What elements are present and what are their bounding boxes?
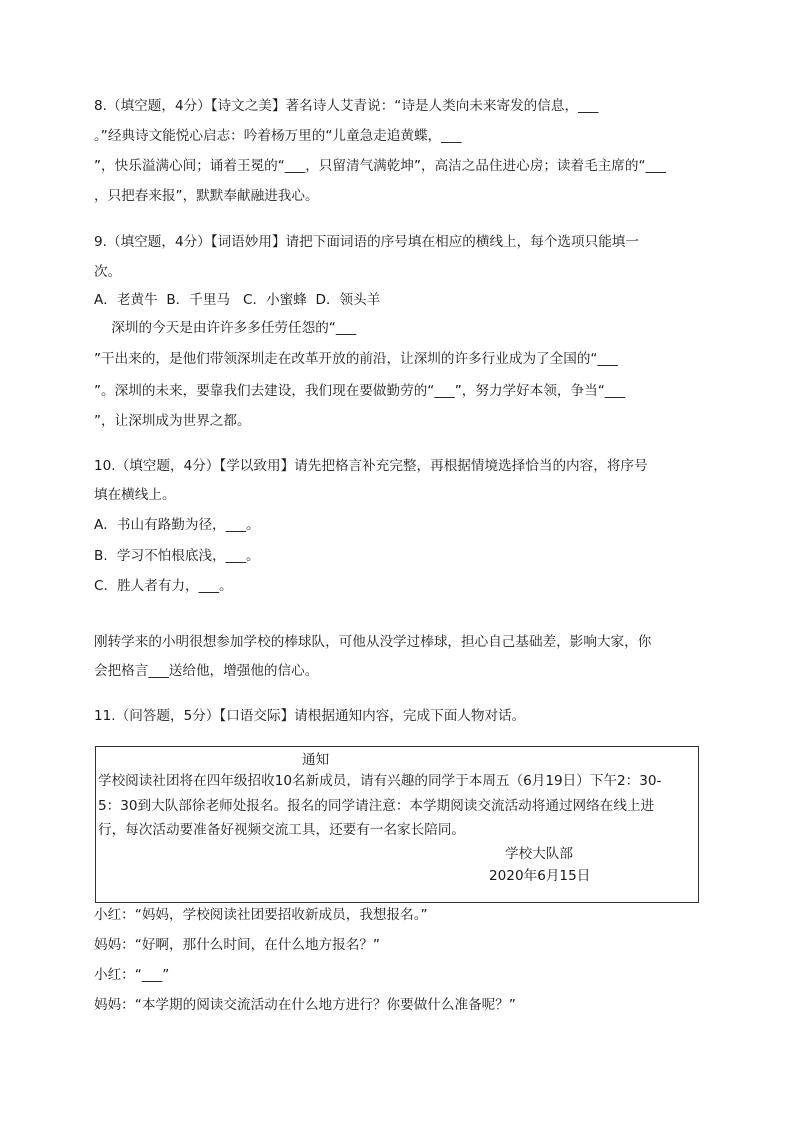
- dialog-line-2: 妈妈：“好啊，那什么时间，在什么地方报名？”: [94, 937, 380, 953]
- q9-line-3: 深圳的今天是由许许多多任劳任怨的“___: [94, 320, 357, 336]
- q11-line-1: 11.（问答题，5分）【口语交际】请根据通知内容，完成下面人物对话。: [94, 708, 526, 724]
- dialog-line-1: 小红：“妈妈，学校阅读社团要招收新成员，我想报名。”: [94, 907, 428, 923]
- notice-body-2: 5：30到大队部徐老师处报名。报名的同学请注意：本学期阅读交流活动将通过网络在线上进: [98, 798, 655, 814]
- q8-line-1: 8.（填空题，4分）【诗文之美】著名诗人艾青说：“诗是人类向未来寄发的信息，___: [94, 98, 599, 114]
- q10-option-c: C．胜人者有力，___。: [94, 578, 233, 594]
- notice-body-1: 学校阅读社团将在四年级招收10名新成员，请有兴趣的同学于本周五（6月19日）下午2：30-: [98, 773, 662, 789]
- q9-line-1: 9.（填空题，4分）【词语妙用】请把下面词语的序号填在相应的横线上，每个选项只能填一: [94, 234, 639, 250]
- q8-line-3: ”，快乐溢满心间；诵着王冕的“___，只留清气满乾坤”，高洁之品住进心房；读着毛主席的“___: [94, 158, 666, 174]
- dialog-line-4: 妈妈：“本学期的阅读交流活动在什么地方进行？你要做什么准备呢？”: [94, 997, 516, 1013]
- q9-line-2: 次。: [94, 264, 122, 280]
- notice-date: 2020年6月15日: [489, 868, 591, 884]
- q9-line-6: ”，让深圳成为世界之都。: [94, 413, 251, 429]
- dialog-line-3: 小红：“___”: [94, 967, 170, 983]
- notice-body-3: 行，每次活动要准备好视频交流工具，还要有一名家长陪同。: [98, 822, 466, 838]
- q8-line-4: ，只把春来报”，默默奉献融进我心。: [94, 188, 319, 204]
- q8-line-2: 。”经典诗文能悦心启志：吟着杨万里的“儿童急走追黄蝶，___: [94, 128, 462, 144]
- notice-title: 通知: [302, 752, 330, 768]
- q10-option-b: B．学习不怕根底浅，___。: [94, 548, 260, 564]
- q10-scene-2: 会把格言___送给他，增强他的信心。: [94, 663, 319, 679]
- notice-box: [95, 746, 699, 903]
- q9-line-4: ”干出来的，是他们带领深圳走在改革开放的前沿，让深圳的许多行业成为了全国的“___: [94, 351, 618, 367]
- q10-line-1: 10.（填空题，4分）【学以致用】请先把格言补充完整，再根据情境选择恰当的内容，将序号: [94, 458, 648, 474]
- q9-line-5: ”。深圳的未来，要靠我们去建设，我们现在要做勤劳的“___”，努力学好本领，争当“___: [94, 383, 626, 399]
- q10-option-a: A．书山有路勤为径，___。: [94, 517, 260, 533]
- notice-signer: 学校大队部: [505, 846, 573, 862]
- q10-scene-1: 刚转学来的小明很想参加学校的棒球队，可他从没学过棒球，担心自己基础差，影响大家，你: [94, 634, 652, 650]
- q9-options: A．老黄牛 B．千里马 C．小蜜蜂 D．领头羊: [94, 292, 381, 308]
- q10-line-2: 填在横线上。: [94, 487, 176, 503]
